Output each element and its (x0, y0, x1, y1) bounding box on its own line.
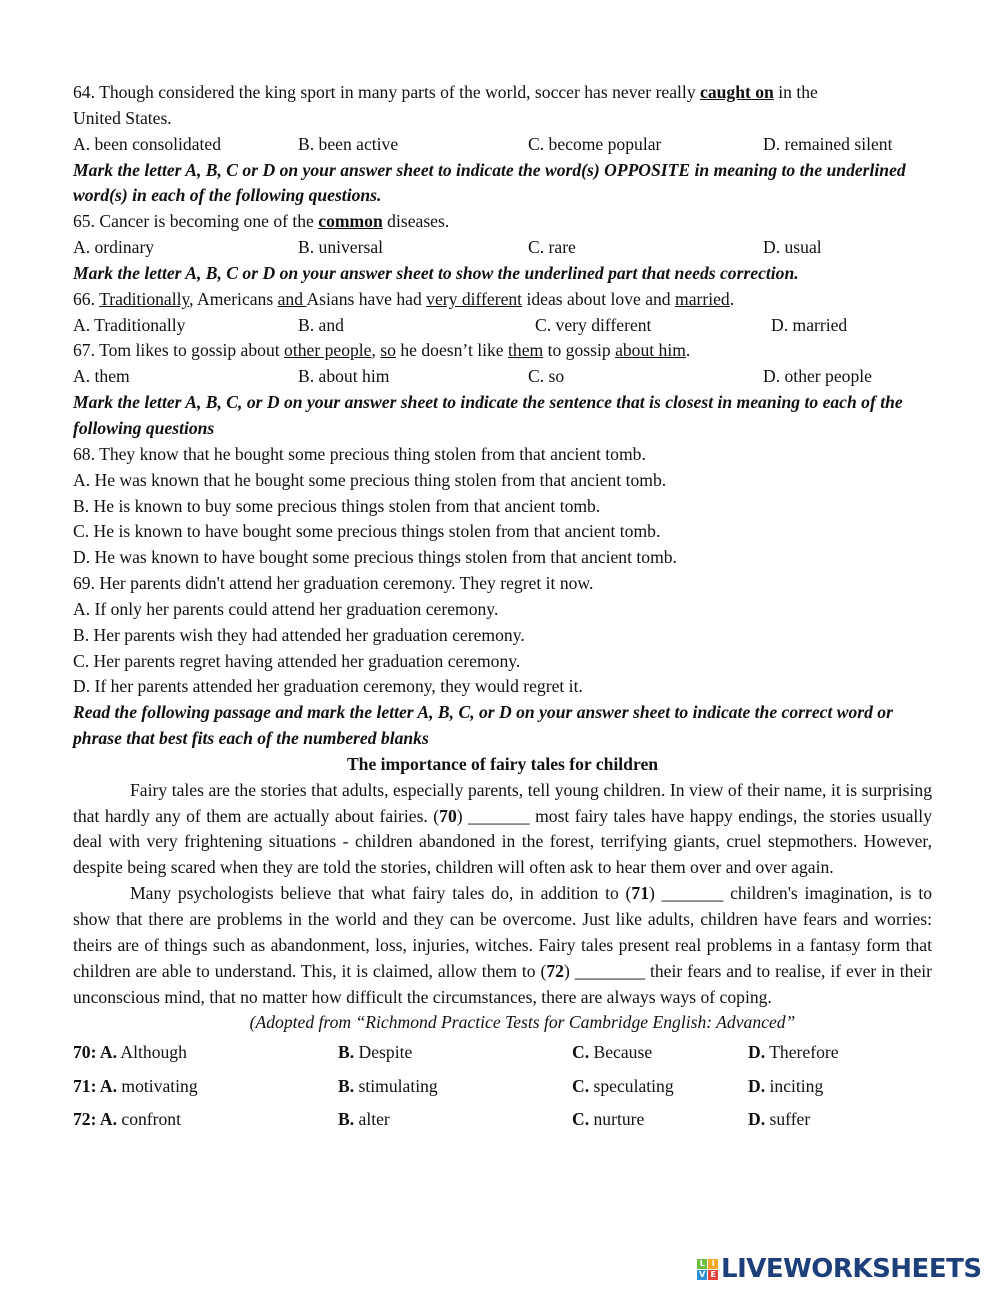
option-letter: D. (748, 1075, 766, 1096)
option-b[interactable] (338, 1036, 572, 1070)
option-text: stimulating (354, 1075, 438, 1096)
option-a[interactable]: A. If only her parents could attend her graduation ceremony. (73, 598, 499, 619)
option-d[interactable]: D. If her parents attended her graduation ceremony, they would regret it. (73, 676, 583, 697)
underlined-part: very different (426, 288, 523, 309)
option-b[interactable]: B. about him (298, 366, 390, 387)
option-d[interactable] (748, 1103, 810, 1137)
underlined-part: married (675, 288, 730, 309)
question-65 (73, 209, 932, 235)
option-text: alter (354, 1109, 390, 1130)
blank-number: 72 (546, 960, 564, 981)
option-letter: 71: A. (73, 1075, 117, 1096)
option-letter: 70: A. (73, 1042, 117, 1063)
option-letter: B. (338, 1075, 355, 1096)
answer-options (73, 1036, 932, 1137)
option-text: inciting (765, 1075, 824, 1096)
option-letter: B. (338, 1109, 355, 1130)
option-text: motivating (116, 1075, 198, 1096)
option-c[interactable]: C. so (528, 366, 565, 387)
option-text: Therefore (765, 1042, 839, 1063)
underlined-part: about him (615, 340, 686, 361)
text: , (371, 340, 381, 361)
options-64 (73, 132, 932, 158)
text: Asians have had (306, 288, 427, 309)
instruction-passage: Read the following passage and mark the letter A, B, C, or D on your answer sheet to indicate the correct word or phrase that best fits each of the numbered blanks (73, 702, 893, 749)
option-c[interactable]: C. rare (528, 237, 576, 258)
option-letter: D. (748, 1042, 766, 1063)
option-text: speculating (589, 1075, 674, 1096)
option-b[interactable]: B. and (298, 314, 344, 335)
option-b[interactable] (338, 1070, 572, 1104)
logo-tile: E (708, 1270, 718, 1280)
question-68: 68. They know that he bought some precious thing stolen from that ancient tomb. (73, 443, 646, 464)
logo-tiles-icon (697, 1259, 718, 1280)
instruction-closest-meaning: Mark the letter A, B, C, or D on your answer sheet to indicate the sentence that is closest in meaning to each of the following questions (73, 392, 903, 438)
underlined-phrase: caught on (700, 82, 774, 102)
text: . (685, 340, 691, 361)
question-67 (73, 338, 932, 364)
option-a[interactable]: A. ordinary (73, 237, 155, 258)
underlined-part: Traditionally (99, 288, 190, 309)
text: to gossip (543, 340, 616, 361)
text: 65. Cancer is becoming one of the (73, 211, 319, 232)
underlined-part: and (277, 288, 307, 309)
option-c[interactable] (572, 1036, 748, 1070)
option-c[interactable]: C. very different (535, 314, 652, 335)
option-text: Because (589, 1042, 653, 1063)
option-d[interactable] (748, 1070, 823, 1104)
option-a[interactable]: A. them (73, 366, 130, 387)
logo-tile: L (697, 1259, 707, 1269)
passage-source: (Adopted from “Richmond Practice Tests for Cambridge English: Advanced” (249, 1012, 796, 1033)
text: he doesn’t like (395, 340, 509, 361)
option-b[interactable] (338, 1103, 572, 1137)
option-d[interactable]: D. other people (763, 366, 872, 387)
option-letter: C. (572, 1109, 590, 1130)
answer-row (73, 1036, 932, 1070)
text: . (729, 288, 735, 309)
option-c[interactable] (572, 1103, 748, 1137)
option-b[interactable]: B. been active (298, 133, 399, 154)
underlined-part: other people (284, 340, 372, 361)
answer-row (73, 1103, 932, 1137)
blank-number: 71 (631, 883, 650, 904)
option-letter: D. (748, 1109, 766, 1130)
text: ) _______ most fairy tales have happy endings, the stories usually deal with very frightening situations - children abandoned in the forest, terrifying giants, cruel stepmothers. However, despite being scared when they are told the stories, children will often ask to hear them over and over again. (73, 805, 932, 878)
passage-paragraph-1 (73, 778, 932, 881)
text: ) _______ children's imagination, is to show that there are problems in the world and they can be overcome. Just like adults, children have fears and worries: theirs are of things such as abandonment, loss, injuries, witches. Fairy tales present real problems in a fantasy form that children are able to understand. This, it is claimed, allow them to ( (73, 883, 933, 981)
text: ideas about love and (522, 288, 676, 309)
option-text: suffer (765, 1109, 811, 1130)
text: Fairy tales are the stories that adults, especially parents, tell young children. In view of their name, it is surprising that hardly any of them are actually about fairies. ( (73, 779, 932, 826)
option-c[interactable]: C. become popular (528, 133, 662, 154)
text: diseases. (382, 211, 450, 232)
passage-paragraph-2 (73, 881, 932, 1010)
question-64 (73, 80, 932, 106)
option-letter: 72: A. (73, 1109, 117, 1130)
option-c[interactable]: C. He is known to have bought some precious things stolen from that ancient tomb. (73, 521, 661, 542)
options-65 (73, 235, 932, 261)
instruction-correction: Mark the letter A, B, C or D on your answer sheet to show the underlined part that needs correction. (73, 262, 799, 283)
text: in the (773, 82, 818, 102)
text: Many psychologists believe that what fairy tales do, in addition to ( (130, 883, 632, 904)
option-a[interactable] (73, 1036, 338, 1070)
text: 67. Tom likes to gossip about (73, 340, 285, 361)
blank-number: 70 (439, 805, 457, 826)
liveworksheets-logo (697, 1254, 982, 1284)
question-66 (73, 287, 932, 313)
option-d[interactable]: D. usual (763, 237, 822, 258)
options-66 (73, 313, 932, 339)
option-text: Although (116, 1042, 187, 1063)
option-b[interactable]: B. universal (298, 237, 384, 258)
option-a[interactable]: A. Traditionally (73, 314, 186, 335)
options-67 (73, 364, 932, 390)
question-64-cont: United States. (73, 107, 172, 128)
text: 66. (73, 288, 100, 309)
option-text: nurture (589, 1109, 645, 1130)
option-b[interactable]: B. He is known to buy some precious things stolen from that ancient tomb. (73, 495, 601, 516)
option-c[interactable]: C. Her parents regret having attended her graduation ceremony. (73, 650, 521, 671)
option-d[interactable]: D. He was known to have bought some precious things stolen from that ancient tomb. (73, 547, 677, 568)
underlined-part: them (508, 340, 544, 361)
option-b[interactable]: B. Her parents wish they had attended her graduation ceremony. (73, 624, 525, 645)
option-a[interactable]: A. been consolidated (73, 133, 222, 154)
option-d[interactable]: D. remained silent (763, 133, 893, 154)
underlined-part: so (380, 340, 396, 361)
instruction-opposite: Mark the letter A, B, C or D on your answer sheet to indicate the word(s) OPPOSITE in meaning to the underlined word(s) in each of the following questions. (73, 159, 906, 206)
underlined-word: common (318, 211, 383, 232)
option-text: Despite (354, 1042, 413, 1063)
option-a[interactable]: A. He was known that he bought some precious thing stolen from that ancient tomb. (73, 469, 667, 490)
logo-tile: V (697, 1270, 707, 1280)
text: 64. Though considered the king sport in many parts of the world, soccer has never really (73, 82, 701, 102)
option-letter: B. (338, 1042, 355, 1063)
answer-row (73, 1070, 932, 1104)
text: ) ________ their fears and to realise, if ever in their unconscious mind, that no matter how difficult the circumstances, there are always ways of coping. (73, 960, 932, 1007)
option-d[interactable]: D. married (771, 314, 848, 335)
text: , Americans (189, 288, 278, 309)
option-letter: C. (572, 1075, 590, 1096)
option-letter: C. (572, 1042, 590, 1063)
logo-text: LIVEWORKSHEETS (721, 1254, 982, 1284)
option-text: confront (116, 1109, 181, 1130)
option-c[interactable] (572, 1070, 748, 1104)
option-a[interactable] (73, 1103, 338, 1137)
question-69: 69. Her parents didn't attend her graduation ceremony. They regret it now. (73, 573, 594, 594)
option-a[interactable] (73, 1070, 338, 1104)
logo-tile: I (708, 1259, 718, 1269)
passage-title: The importance of fairy tales for children (346, 753, 659, 774)
option-d[interactable] (748, 1036, 839, 1070)
